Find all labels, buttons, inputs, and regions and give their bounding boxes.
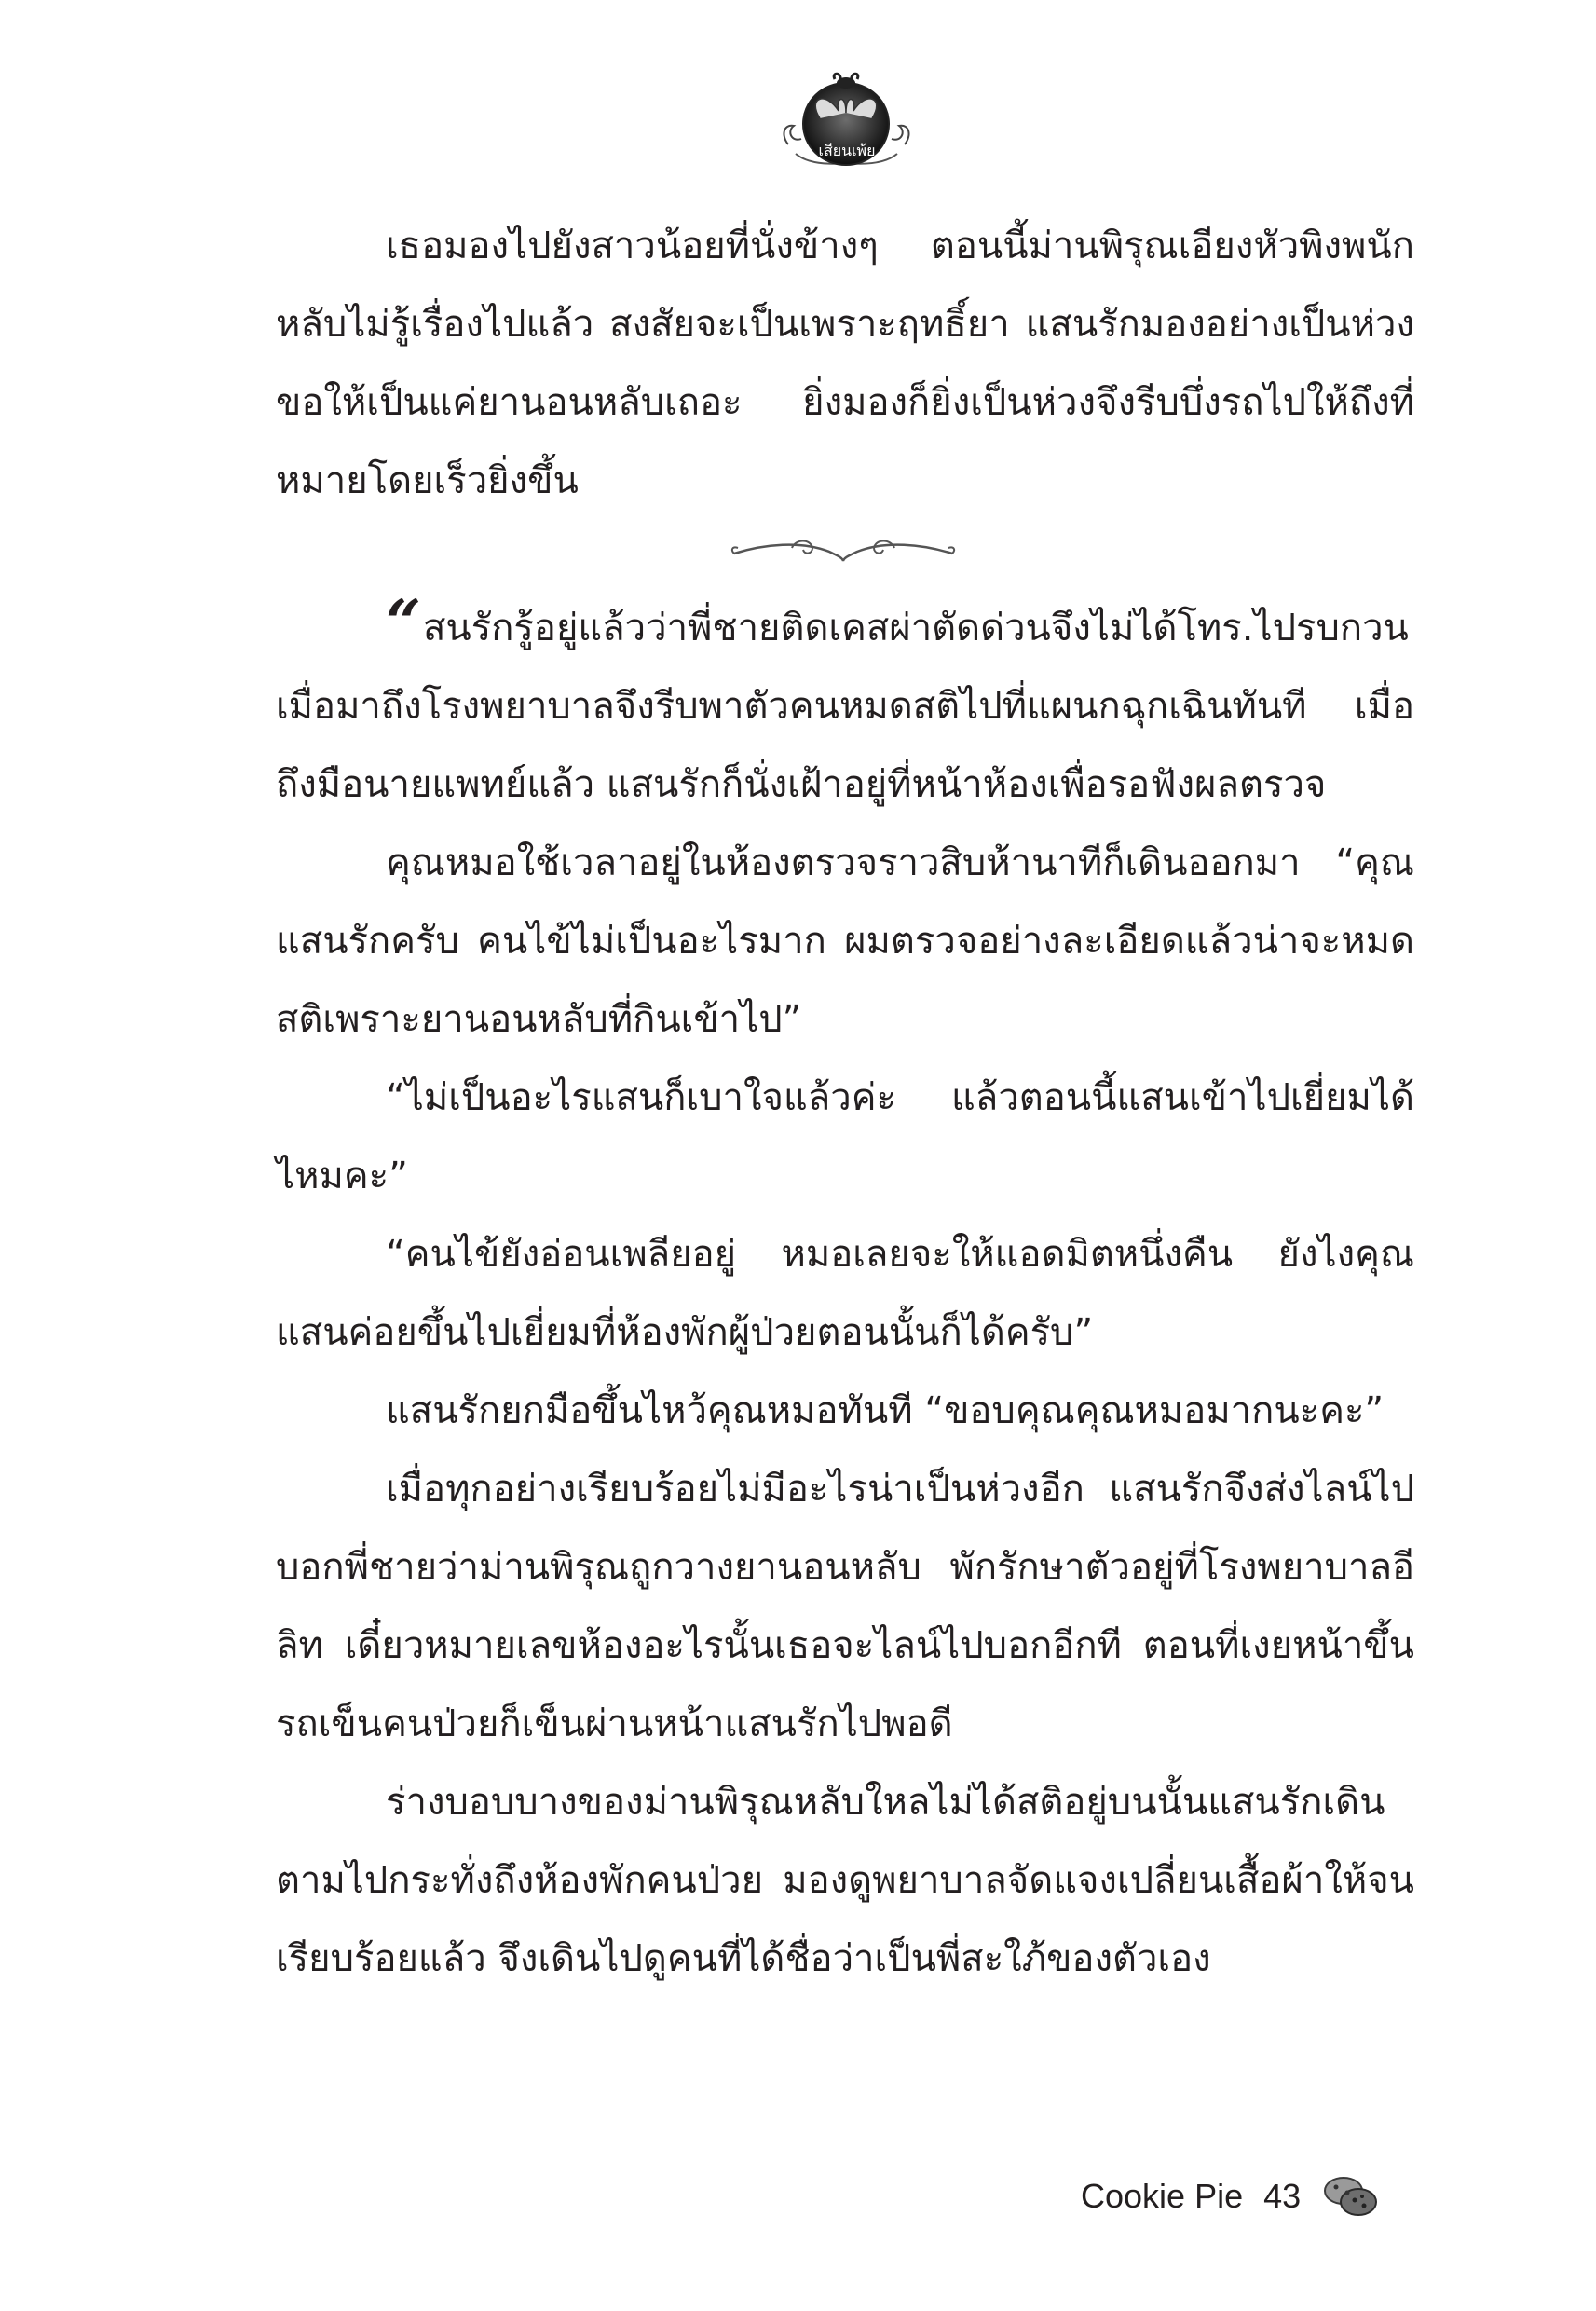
scroll-ornament-icon [727,529,960,568]
paragraph: เธอมองไปยังสาวน้อยที่นั่งข้างๆ ตอนนี้ม่านพิรุณเอียงหัวพิงพนักหลับไม่รู้เรื่องไปแล้ว สงสัยจะเป็นเพราะฤทธิ์ยา แสนรักมองอย่างเป็นห่วง ขอให้เป็นแค่ยานอนหลับเถอะ ยิ่งมองก็ยิ่งเป็นห่วงจึงรีบบึ่งรถไปให้ถึงที่หมายโดยเร็วยิ่งขึ้น [276,225,1414,502]
paragraph: แสนรักยกมือขึ้นไหว้คุณหมอทันที “ขอบคุณคุณหมอมากนะคะ” [386,1389,1385,1432]
paragraph: “คนไข้ยังอ่อนเพลียอยู่ หมอเลยจะให้แอดมิตหนึ่งคืน ยังไงคุณแสนค่อยขึ้นไปเยี่ยมที่ห้องพักผู้ป่วยตอนนั้นก็ได้ครับ” [276,1233,1414,1354]
text-block-main [276,586,1414,1998]
footer-title: Cookie Pie [1081,2177,1244,2215]
paragraph: เมื่อทุกอย่างเรียบร้อยไม่มีอะไรน่าเป็นห่วงอีก แสนรักจึงส่งไลน์ไปบอกพี่ชายว่าม่านพิรุณถูกวางยานอนหลับ พักรักษาตัวอยู่ที่โรงพยาบาลอีลิท เดี๋ยวหมายเลขห้องอะไรนั้นเธอจะไลน์ไปบอกอีกที ตอนที่เงยหน้าขึ้น รถเข็นคนป่วยก็เข็นผ่านหน้าแสนรักไปพอดี [276,1468,1414,1745]
page-number: 43 [1263,2177,1302,2215]
paragraph-opening-text: สนรักรู้อยู่แล้วว่าพี่ชายติดเคสผ่าตัดด่วนจึงไม่ได้โทร.ไปรบกวน เมื่อมาถึงโรงพยาบาลจึงรีบพาตัวคนหมดสติไปที่แผนกฉุกเฉินทันที เมื่อถึงมือนายแพทย์แล้ว แสนรักก็นั่งเฝ้าอยู่ที่หน้าห้องเพื่อรอฟังผลตรวจ [276,607,1414,806]
text-block-top [276,207,1414,520]
emblem-label: เสียนเพ้ย [818,142,876,159]
cookies-icon [1321,2172,1379,2221]
page-footer [1081,2173,1416,2220]
paragraph: “ไม่เป็นอะไรแสนก็เบาใจแล้วค่ะ แล้วตอนนี้แสนเข้าไปเยี่ยมได้ไหมคะ” [276,1076,1414,1197]
quote-mark: “ [386,586,421,659]
paragraph: ร่างบอบบางของม่านพิรุณหลับใหลไม่ได้สติอยู่บนนั้นแสนรักเดินตามไปกระทั่งถึงห้องพักคนป่วย มองดูพยาบาลจัดแจงเปลี่ยนเสื้อผ้าให้จนเรียบร้อยแล้ว จึงเดินไปดูคนที่ได้ชื่อว่าเป็นพี่สะใภ้ของตัวเอง [276,1781,1414,1980]
paragraph: คุณหมอใช้เวลาอยู่ในห้องตรวจราวสิบห้านาทีก็เดินออกมา “คุณแสนรักครับ คนไข้ไม่เป็นอะไรมาก ผมตรวจอย่างละเอียดแล้วน่าจะหมดสติเพราะยานอนหลับที่กินเข้าไป” [276,841,1414,1041]
paragraph-opening [276,586,1414,824]
